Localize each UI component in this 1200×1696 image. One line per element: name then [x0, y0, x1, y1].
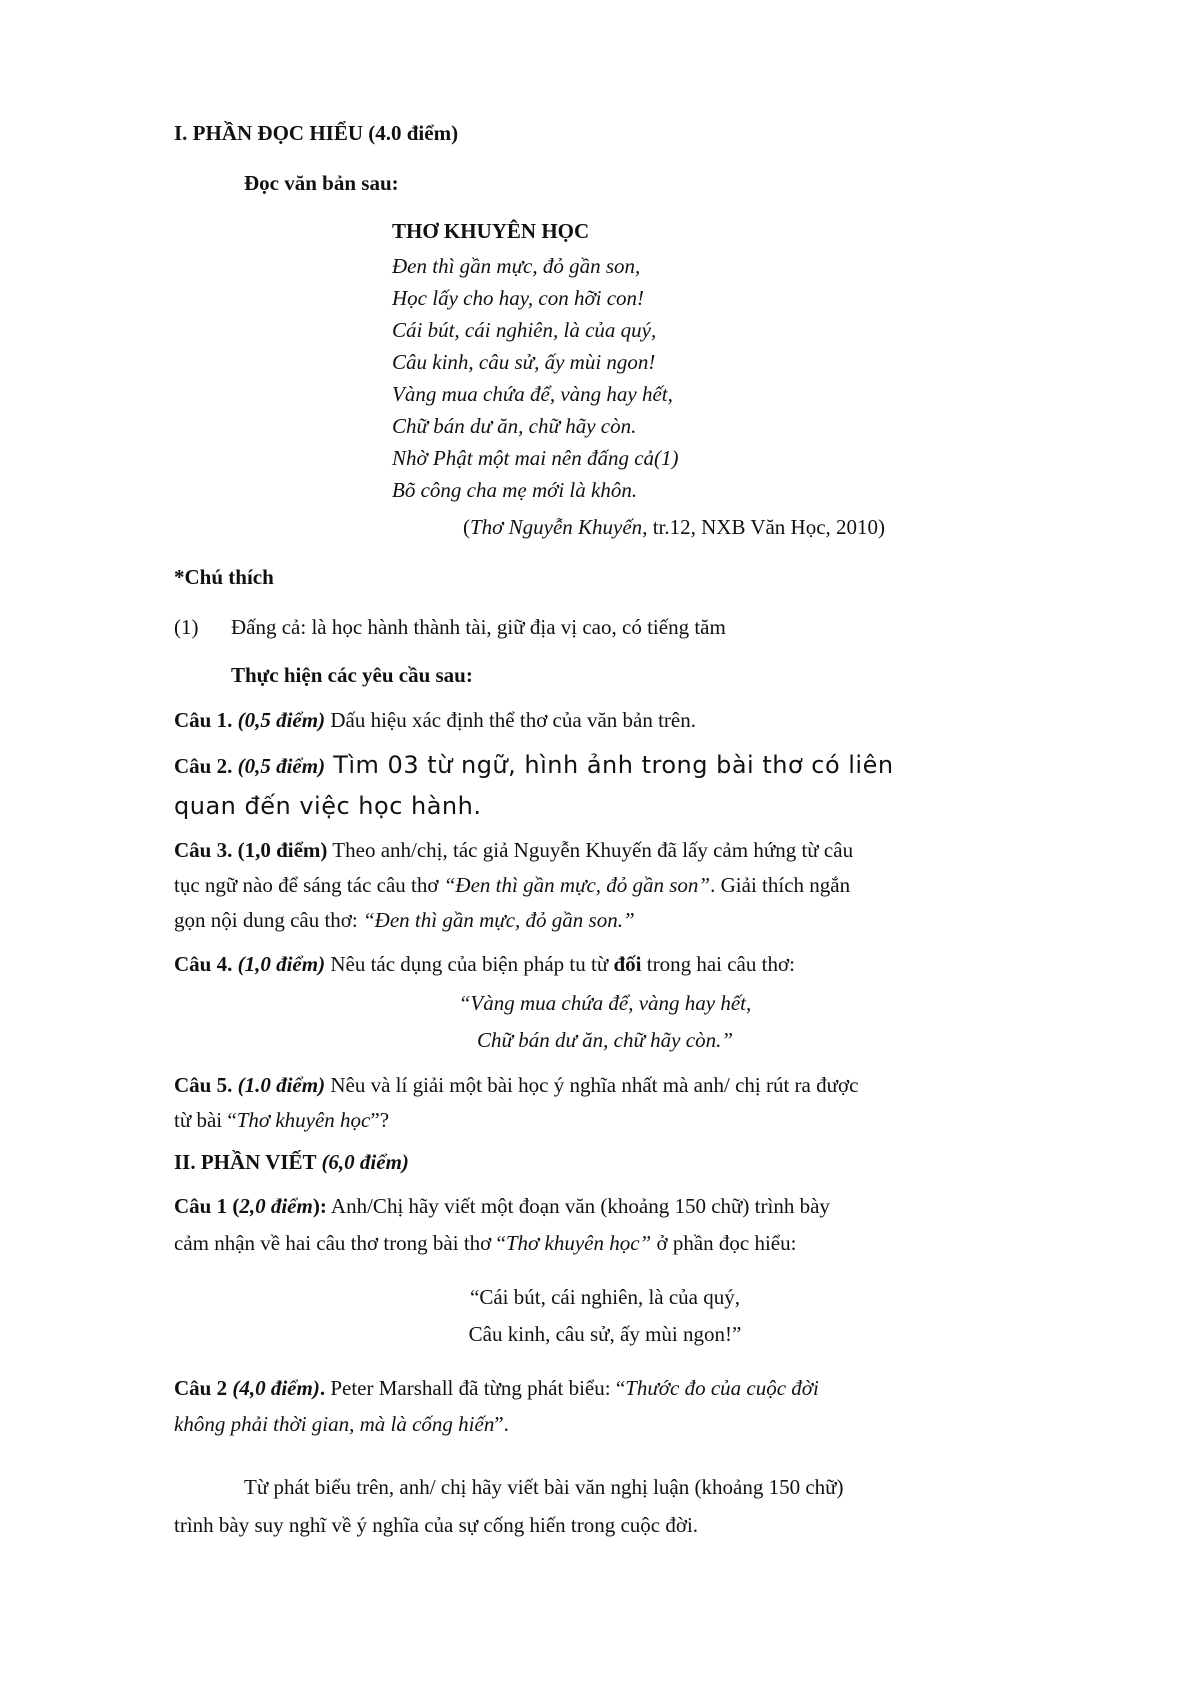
- writing-question-1-quote-line: “Cái bút, cái nghiên, là của quý,: [470, 1285, 740, 1309]
- question-4-quote-line: Chữ bán dư ăn, chữ hãy còn.”: [476, 1028, 733, 1052]
- question-4-quote-line: “Vàng mua chứa để, vàng hay hết,: [458, 991, 752, 1015]
- poem-line: Vàng mua chứa để, vàng hay hết,: [392, 382, 673, 406]
- part1-heading: I. PHẦN ĐỌC HIỂU (4.0 điểm): [174, 121, 459, 145]
- question-4: Câu 4. (1,0 điểm) Nêu tác dụng của biện pháp tu từ đối trong hai câu thơ:: [174, 952, 795, 976]
- writing-question-1-quote-line: Câu kinh, câu sử, ấy mùi ngon!”: [468, 1322, 742, 1346]
- writing-question-1: Câu 1 (2,0 điểm): Anh/Chị hãy viết một đoạn văn (khoảng 150 chữ) trình bày: [174, 1194, 830, 1218]
- question-2: Câu 2. (0,5 điểm) Tìm 03 từ ngữ, hình ảnh trong bài thơ có liên: [174, 751, 894, 779]
- question-5-line2: từ bài “Thơ khuyên học”?: [174, 1108, 390, 1132]
- question-5: Câu 5. (1.0 điểm) Nêu và lí giải một bài học ý nghĩa nhất mà anh/ chị rút ra được: [174, 1073, 859, 1097]
- question-2-cont: quan đến việc học hành.: [174, 792, 482, 820]
- question-3-line3: gọn nội dung câu thơ: “Đen thì gần mực, đỏ gần son.”: [174, 908, 635, 932]
- poem-title: THƠ KHUYÊN HỌC: [392, 219, 590, 243]
- reading-instruction: Đọc văn bản sau:: [244, 171, 399, 195]
- poem-line: Cái bút, cái nghiên, là của quý,: [392, 318, 657, 342]
- writing-question-2-paragraph: Từ phát biểu trên, anh/ chị hãy viết bài văn nghị luận (khoảng 150 chữ): [244, 1475, 844, 1499]
- part2-heading: II. PHẦN VIẾT (6,0 điểm): [174, 1150, 409, 1174]
- poem-line: Chữ bán dư ăn, chữ hãy còn.: [392, 414, 637, 438]
- poem-line: Câu kinh, câu sử, ấy mùi ngon!: [392, 350, 656, 374]
- question-3-line2: tục ngữ nào để sáng tác câu thơ “Đen thì gần mực, đỏ gần son”. Giải thích ngắn: [174, 873, 851, 897]
- question-3: Câu 3. (1,0 điểm) Theo anh/chị, tác giả Nguyễn Khuyến đã lấy cảm hứng từ câu: [174, 838, 854, 862]
- writing-question-2-line2: không phải thời gian, mà là cống hiến”.: [174, 1412, 509, 1436]
- poem-source: (Thơ Nguyễn Khuyến, tr.12, NXB Văn Học, 2010): [463, 515, 886, 539]
- writing-question-2: Câu 2 (4,0 điểm). Peter Marshall đã từng phát biểu: “Thước đo của cuộc đời: [174, 1376, 819, 1400]
- poem-line: Đen thì gần mực, đỏ gần son,: [392, 254, 641, 278]
- poem-line: Nhờ Phật một mai nên đấng cả(1): [392, 446, 679, 470]
- note-heading: *Chú thích: [174, 565, 274, 589]
- note-number: (1): [174, 615, 199, 639]
- writing-question-2-paragraph-line2: trình bày suy nghĩ về ý nghĩa của sự cống hiến trong cuộc đời.: [174, 1513, 699, 1537]
- question-1: Câu 1. (0,5 điểm) Dấu hiệu xác định thể thơ của văn bản trên.: [174, 708, 696, 732]
- writing-question-1-line2: cảm nhận về hai câu thơ trong bài thơ “Thơ khuyên học” ở phần đọc hiểu:: [174, 1231, 797, 1255]
- poem-line: Bõ công cha mẹ mới là khôn.: [392, 478, 638, 502]
- poem-line: Học lấy cho hay, con hỡi con!: [392, 286, 645, 310]
- tasks-heading: Thực hiện các yêu cầu sau:: [231, 663, 473, 687]
- note-text: Đấng cả: là học hành thành tài, giữ địa vị cao, có tiếng tăm: [231, 615, 726, 639]
